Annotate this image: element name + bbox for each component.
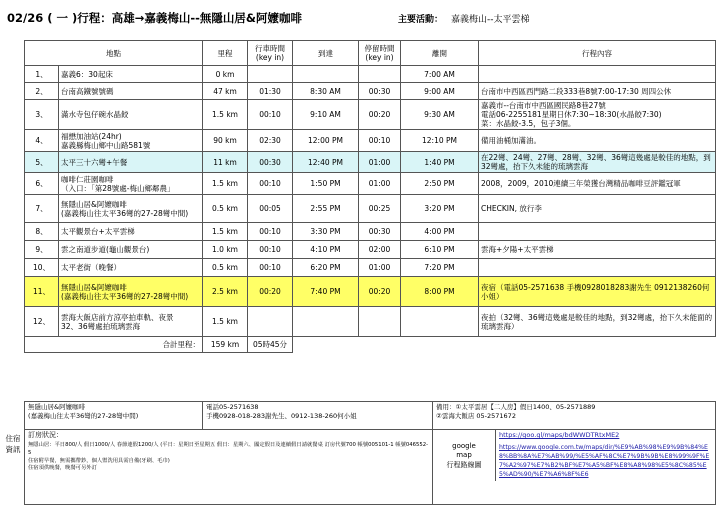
row-stay-time: 01:00: [359, 152, 401, 173]
booking-title: 訂房狀況：: [28, 431, 63, 439]
row-arrive: 1:50 PM: [293, 173, 359, 195]
row-content: 在22彎、24彎、27彎、28彎、32彎、36彎這幾處是較佳的地點，到32彎處，抬下久未能的琉璃雲海: [479, 152, 716, 173]
row-drive-time: 00:20: [248, 277, 293, 307]
col-depart: 離開: [401, 41, 479, 66]
col-content: 行程內容: [479, 41, 716, 66]
itinerary-row: [25, 277, 716, 307]
row-distance: 1.5 km: [203, 307, 248, 337]
row-distance: 1.5 km: [203, 173, 248, 195]
row-number: 2、: [25, 83, 59, 100]
row-stay-time: 00:30: [359, 83, 401, 100]
row-distance: 11 km: [203, 152, 248, 173]
row-drive-time: 00:10: [248, 100, 293, 130]
row-drive-time: 00:10: [248, 259, 293, 277]
row-place: 無隱山居&阿嬤咖啡 (嘉義梅山往太平36彎的27-28彎中間): [59, 277, 203, 307]
map-links: [433, 430, 716, 505]
row-depart: 3:20 PM: [401, 195, 479, 223]
row-stay-time: [359, 66, 401, 83]
row-distance: 0 km: [203, 66, 248, 83]
booking-detail: 無隱山居：平日800/人 假日1000/人 春節連假1200/人 (平日：星期日至星期五 假日：星期六、國定假日及連續假日請就餐桌 訂房代號700 帳號005101-1 帳號046552-5 住宿附早餐，無需攜帶鈔，個人盥洗用具需自備(牙刷、毛巾) 住宿須供晚餐，晚餐可另外訂: [28, 442, 429, 472]
itinerary-row: [25, 152, 716, 173]
total-label: 合計里程：: [25, 337, 203, 353]
col-distance: 里程: [203, 41, 248, 66]
itinerary-row: [25, 307, 716, 337]
main-activity: [398, 12, 530, 25]
row-depart: 2:50 PM: [401, 173, 479, 195]
row-number: 3、: [25, 100, 59, 130]
row-arrive: 12:00 PM: [293, 130, 359, 152]
row-number: 4、: [25, 130, 59, 152]
row-distance: 2.5 km: [203, 277, 248, 307]
row-arrive: 8:30 AM: [293, 83, 359, 100]
row-depart: 12:10 PM: [401, 130, 479, 152]
row-stay-time: 01:00: [359, 259, 401, 277]
lodging-phone: 電話05-2571638 手機0928-018-283謝先生、0912-138-260何小姐: [203, 402, 433, 430]
row-number: 12、: [25, 307, 59, 337]
row-depart: 9:00 AM: [401, 83, 479, 100]
row-arrive: 6:20 PM: [293, 259, 359, 277]
row-drive-time: 02:30: [248, 130, 293, 152]
row-stay-time: 00:20: [359, 277, 401, 307]
row-arrive: [293, 66, 359, 83]
row-number: 7、: [25, 195, 59, 223]
activity-value: 嘉義梅山--太平雲梯: [451, 15, 530, 25]
map-link-short[interactable]: https://goo.gl/maps/bdWWDTRtxME2: [499, 431, 620, 439]
row-depart: [401, 307, 479, 337]
map-link-long[interactable]: https://www.google.com.tw/maps/dir/%E9%AB%98%E9%9B%84%E8%BB%8A%E7%AB%99/%E5%AF%8C%E7%9B%9B%E8%99%9F%E7%A2%97%E7%B2%BF%E7%A5%BF%E8%A8%98%E5%8C%85%E5%AD%90/%E7%A6%8F%E6: [499, 444, 710, 479]
itinerary-row: [25, 100, 716, 130]
row-drive-time: [248, 66, 293, 83]
row-arrive: 3:30 PM: [293, 223, 359, 241]
row-depart: 8:00 PM: [401, 277, 479, 307]
row-number: 6、: [25, 173, 59, 195]
row-content: CHECKIN, 放行李: [479, 195, 716, 223]
row-number: 11、: [25, 277, 59, 307]
row-distance: 1.5 km: [203, 223, 248, 241]
row-number: 5、: [25, 152, 59, 173]
row-drive-time: 00:10: [248, 223, 293, 241]
itinerary-table: [24, 40, 716, 353]
row-arrive: 2:55 PM: [293, 195, 359, 223]
row-distance: 0.5 km: [203, 259, 248, 277]
row-place: 太平觀景台+太平雲梯: [59, 223, 203, 241]
row-content: 備用油桶加滿油。: [479, 130, 716, 152]
row-depart: 7:20 PM: [401, 259, 479, 277]
row-content: 雲海+夕陽+太平雲梯: [479, 241, 716, 259]
row-content: 夜宿（電話05-2571638 手機0928018283謝先生 0912138260何小姐）: [479, 277, 716, 307]
col-stay-time: 停留時間 (key in): [359, 41, 401, 66]
row-content: 2008，2009，2010連續三年榮獲台灣精品咖啡豆評鑑冠軍: [479, 173, 716, 195]
row-stay-time: 00:20: [359, 100, 401, 130]
row-place: 雲之南道步道(龜山觀景台): [59, 241, 203, 259]
lodging-info-table: [24, 401, 716, 505]
row-number: 10、: [25, 259, 59, 277]
row-drive-time: [248, 307, 293, 337]
row-place: 太平三十六彎+午餐: [59, 152, 203, 173]
row-place: 咖啡仁莊園咖啡 （入口：「第28號處-梅山鄉鄰農」: [59, 173, 203, 195]
row-drive-time: 01:30: [248, 83, 293, 100]
row-place: 雲海大飯店前方涼亭拍車軌、夜景 32、36彎處拍琉璃雲海: [59, 307, 203, 337]
row-content: [479, 66, 716, 83]
lodging-side-label: 住宿 資訊: [5, 434, 21, 454]
total-distance: 159 km: [203, 337, 248, 353]
backup-lodging: 備用：①太平雲居【二人房】假日1400、05-2571889 ②雲海大飯店 05-2571672: [433, 402, 716, 430]
activity-label: 主要活動：: [398, 15, 444, 25]
row-stay-time: 01:00: [359, 173, 401, 195]
row-depart: 1:40 PM: [401, 152, 479, 173]
itinerary-row: [25, 130, 716, 152]
itinerary-row: [25, 241, 716, 259]
row-arrive: [293, 307, 359, 337]
row-place: 台南高鐵號號碼: [59, 83, 203, 100]
row-number: 8、: [25, 223, 59, 241]
row-depart: 9:30 AM: [401, 100, 479, 130]
row-drive-time: 00:05: [248, 195, 293, 223]
row-stay-time: [359, 307, 401, 337]
itinerary-row: [25, 83, 716, 100]
row-drive-time: 00:10: [248, 241, 293, 259]
lodging-name: 無隱山居&阿嬤咖啡 (嘉義梅山往太平36彎的27-28彎中間): [25, 402, 203, 430]
row-number: 9、: [25, 241, 59, 259]
row-stay-time: 00:25: [359, 195, 401, 223]
row-depart: 6:10 PM: [401, 241, 479, 259]
col-drive-time: 行車時間 (key in): [248, 41, 293, 66]
map-label: google map 行程路線圖: [433, 430, 496, 481]
row-distance: 0.5 km: [203, 195, 248, 223]
row-distance: 47 km: [203, 83, 248, 100]
row-stay-time: 02:00: [359, 241, 401, 259]
row-arrive: 7:40 PM: [293, 277, 359, 307]
row-stay-time: 00:30: [359, 223, 401, 241]
row-distance: 1.5 km: [203, 100, 248, 130]
row-drive-time: 00:10: [248, 173, 293, 195]
total-time: 05時45分: [248, 337, 293, 353]
row-number: 1、: [25, 66, 59, 83]
row-distance: 1.0 km: [203, 241, 248, 259]
itinerary-row: [25, 259, 716, 277]
page-title: 02/26 ( 一 )行程：高雄→嘉義梅山--無隱山居&阿嬤咖啡: [7, 11, 302, 25]
row-content: 台南市中西區西門路二段333巷8號7:00-17:30 周四公休: [479, 83, 716, 100]
booking-status: [25, 430, 433, 505]
itinerary-row: [25, 223, 716, 241]
row-drive-time: 00:30: [248, 152, 293, 173]
itinerary-row: [25, 173, 716, 195]
row-content: [479, 223, 716, 241]
row-place: 滿水寺包仔碗水晶餃: [59, 100, 203, 130]
row-stay-time: 00:10: [359, 130, 401, 152]
row-place: 福懋加油站(24hr) 嘉義縣梅山鄉中山路581號: [59, 130, 203, 152]
row-depart: 7:00 AM: [401, 66, 479, 83]
row-arrive: 4:10 PM: [293, 241, 359, 259]
itinerary-row: [25, 66, 716, 83]
row-content: 嘉義市--台南市中西區國民路8巷27號 電話06-2255181星期日休7:30~18:30(水晶餃7:30) 菜：水晶餃-3.5，包子3個。: [479, 100, 716, 130]
col-place: 地點: [25, 41, 203, 66]
row-arrive: 12:40 PM: [293, 152, 359, 173]
row-place: 嘉義6：30起床: [59, 66, 203, 83]
row-content: [479, 259, 716, 277]
row-depart: 4:00 PM: [401, 223, 479, 241]
col-arrive: 到達: [293, 41, 359, 66]
row-place: 太平老街（晚餐）: [59, 259, 203, 277]
row-distance: 90 km: [203, 130, 248, 152]
row-place: 無隱山居&阿嬤咖啡 (嘉義梅山往太平36彎的27-28彎中間): [59, 195, 203, 223]
itinerary-row: [25, 195, 716, 223]
row-arrive: 9:10 AM: [293, 100, 359, 130]
row-content: 夜拍（32彎、36彎這幾處是較佳的地點，到32彎處，抬下久未能面的琉璃雲海）: [479, 307, 716, 337]
